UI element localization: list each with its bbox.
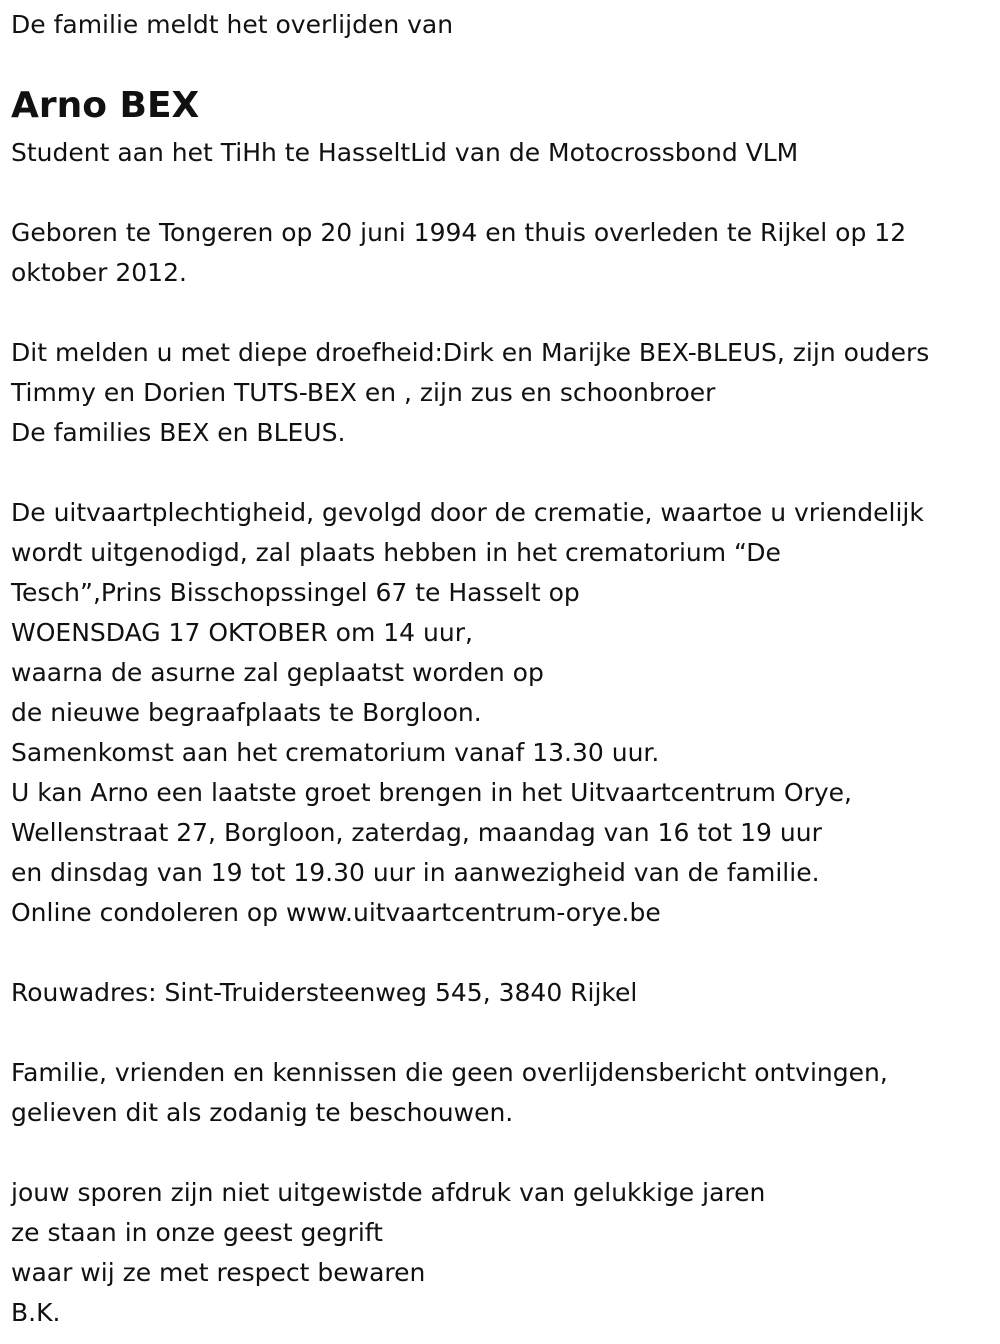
subtitle-text: Student aan het TiHh te HasseltLid van de Motocrossbond VLM [11,138,799,167]
deceased-name: Arno BEX [11,85,200,126]
ceremony-line: Wellenstraat 27, Borgloon, zaterdag, maandag van 16 tot 19 uur [11,818,822,847]
mourners-line: Timmy en Dorien TUTS-BEX en , zijn zus en schoonbroer [11,378,716,407]
poem-signature: B.K. [11,1298,61,1327]
ceremony-line: De uitvaartplechtigheid, gevolgd door de crematie, waartoe u vriendelijk [11,498,924,527]
mourners-line: De families BEX en BLEUS. [11,418,346,447]
ceremony-line: WOENSDAG 17 OKTOBER om 14 uur, [11,618,473,647]
notice-line: gelieven dit als zodanig te beschouwen. [11,1098,514,1127]
poem-line: ze staan in onze geest gegrift [11,1218,383,1247]
ceremony-line: waarna de asurne zal geplaatst worden op [11,658,544,687]
mourners-line: Dit melden u met diepe droefheid:Dirk en Marijke BEX-BLEUS, zijn ouders [11,338,930,367]
ceremony-line: U kan Arno een laatste groet brengen in het Uitvaartcentrum Orye, [11,778,852,807]
ceremony-line: Samenkomst aan het crematorium vanaf 13.30 uur. [11,738,660,767]
poem-line: jouw sporen zijn niet uitgewistde afdruk van gelukkige jaren [11,1178,766,1207]
address-line: Rouwadres: Sint-Truidersteenweg 545, 3840 Rijkel [11,978,638,1007]
ceremony-line: Tesch”,Prins Bisschopssingel 67 te Hasselt op [11,578,580,607]
poem-line: waar wij ze met respect bewaren [11,1258,426,1287]
ceremony-line: wordt uitgenodigd, zal plaats hebben in het crematorium “De [11,538,781,567]
birth-line: Geboren te Tongeren op 20 juni 1994 en thuis overleden te Rijkel op 12 [11,218,907,247]
ceremony-line: de nieuwe begraafplaats te Borgloon. [11,698,482,727]
notice-line: Familie, vrienden en kennissen die geen overlijdensbericht ontvingen, [11,1058,888,1087]
obituary-body [11,133,996,1333]
intro-text: De familie meldt het overlijden van [11,10,454,39]
ceremony-line: Online condoleren op www.uitvaartcentrum-orye.be [11,898,661,927]
birth-line: oktober 2012. [11,258,187,287]
ceremony-line: en dinsdag van 19 tot 19.30 uur in aanwezigheid van de familie. [11,858,820,887]
